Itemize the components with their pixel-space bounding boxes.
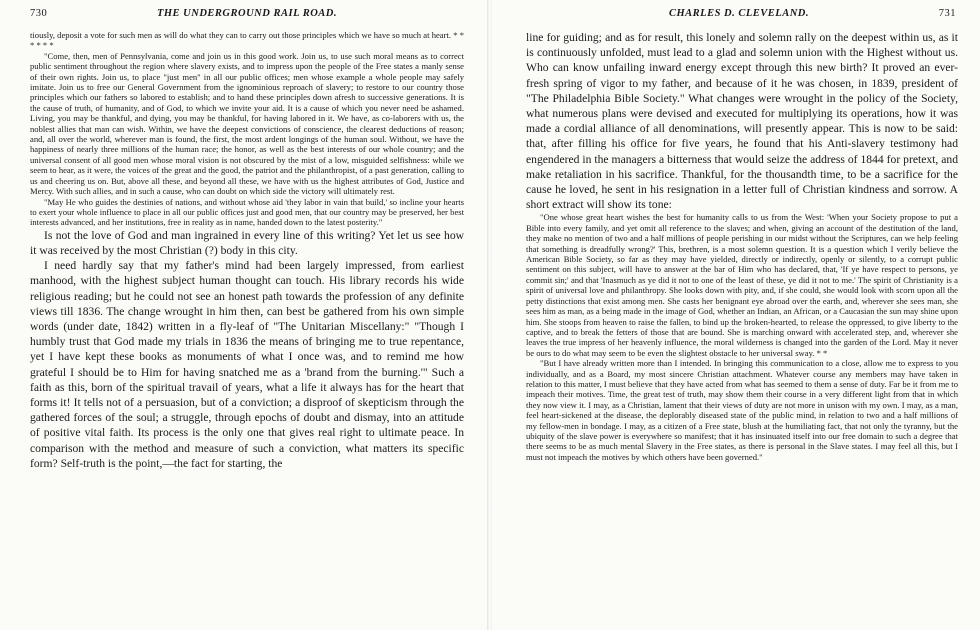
quoted-paragraph: "Come, then, men of Pennsylvania, come and join us in this good work. Join us, to use such moral means as to correct public sentiment throughout the region where slavery exists, and to impress upon the people of the Free states a manly sense of their own rights. Join us, to place "just men" in all our public offices; men whose example a whole people may safely imitate. Join us to free our General Government from the ignominious reproach of slavery; to restore to our country those principles which our fathers so labored to establish; and to hand these principles down afresh to successive generations. It is the cause of truth, of humanity, and of God, to which we invite your aid. It is a cause of which you never need be ashamed. Living, you may be thankful, and dying, you may be thankful, for having labored in it. We have, as co-laborers with us, the noblest allies that man can wish. Within, we have the deepest convictions of conscience, the clearest deductions of reason; and, all over the world, wherever man is found, the first, the most ardent longings of the human soul. Without, we have the happiness of nearly three millions of the human race; the honor, as well as the best interests of our whole country; and the universal consent of all good men whose moral vision is not obscured by the mist of a low, misguided selfishness: while we seem to hear, as it were, the voices of the great and the good, the patriot and the philanthropist, of a past generation, calling to us and cheering us on. But, above all these, and beyond all these, we have with us the highest attributes of God, Justice and Mercy. With such allies, and in such a cause, who can doubt on which side the victory will ultimately rest.: [30, 50, 464, 197]
page-number: 731: [938, 8, 956, 19]
paragraph: Is not the love of God and man ingrained in every line of this writing? Yet let us see how it was received by the most Christian (?) body in this city.: [30, 228, 464, 257]
quoted-paragraph: "One whose great heart wishes the best for humanity calls to us from the West: 'When your Society propose to put a Bible into every family, and yet omit all reference to the slaves; and when, giving an account of the destitution of the land, they make no mention of two and a half millions of people perishing in our midst without the Scriptures, can we help feeling that something is dreadfully wrong?' This, brethren, is a most solemn question. It is a question which I verily believe the American Bible Society, so far as they may have yielded, directly or indirectly, openly or silently, to a corrupt public sentiment on this subject, will have to answer at the bar of Him who has declared, that, 'If ye have respect to persons, ye commit sin;' and that 'Inasmuch as ye did it not to one of the least of these, ye did it not to me.' The spirit of Christianity is a spirit of universal love and philanthropy. She looks down with pity, and, if she could, she would look with scorn upon all the petty distinctions that exist among men. She casts her benignant eye abroad over the earth, and, wherever she sees man, she sees him as man, as a being made in the image of God, whether an Indian, an African, or a Caucasian the sun may shine upon him. She stoops from heaven to raise the fallen, to bind up the broken-hearted, to release the oppressed, to give liberty to the captive, and to break the fetters of those that are bound. She is marching onward with accelerated step, and, wherever she leaves the true impress of her heavenly influence, the moral wilderness is changed into the garden of the Lord. May it never be ours to do what may seem to be even the slightest obstacle to her universal sway. * *: [526, 212, 958, 358]
right-page: [492, 0, 980, 630]
paragraph: tiously, deposit a vote for such men as will do what they can to carry out those principles which we have so much at heart. * * * * * *: [30, 30, 464, 51]
page-body: [526, 30, 958, 462]
running-head-title: CHARLES D. CLEVELAND.: [668, 8, 810, 19]
running-head-title: THE UNDERGROUND RAIL ROAD.: [156, 8, 338, 19]
paragraph: I need hardly say that my father's mind had been largely impressed, from earliest manhood, with the highest subject human thought can touch. His library records his wide religious reading; but he could not see an honest path towards the profession of any definite views till 1836. The change wrought in him then, can best be gathered from his own simple words (under date, 1842) written in a fly-leaf of "The Unitarian Miscellany:" "Though I humbly trust that God made my trials in 1836 the means of bringing me to true repentance, yet I have kept these books as monuments of what I once was, and to remind me how grateful I should be to Him for having snatched me as a 'brand from the burning.'" Such a faith as this, born of the spiritual travail of years, what a life it always has for the heart that forms it! It tells not of a persuasion, but of a conviction; a disproof of skepticism through the gathered forces of the soul; a struggle, through epochs of doubt and dismay, into an attitude of positive vital faith. Its process is the only one that gives real right to ultimate peace. In comparison with the method and measure of such a conviction, what matters its specific form? Self-truth is the point,—the fact for starting, the: [30, 259, 464, 470]
quoted-paragraph: "But I have already written more than I intended. In bringing this communication to a close, allow me to express to you individually, and as a Board, my most sincere Christian attachment. Whatever course any members may have taken in relation to this matter, I must believe that they have acted from what has seemed to them a sense of duty. Far be it from me to impeach their motives. Time, the great test of truth, may show them their course in a very different light from that in which they now view it. I may, as a Christian, lament that their views of duty are not more in unison with my own. I may, as a man, feel heart-sickened at the disease, the deplorably diseased state of the public mind, in relation to two and a half millions of my fellow-men in bondage. I may, as a citizen of a Free state, blush at the humiliating fact, that not only the tyranny, but the ubiquity of the slave power is everywhere so manifest; that it has insinuated itself into our free domain to such a degree that there seems to be as much mental Slavery in the Free states, as there is personal in the Slave states. I may feel all this, but I must not impeach the motives by which others have been governed.": [526, 358, 958, 462]
quoted-paragraph: "May He who guides the destinies of nations, and without whose aid 'they labor in vain that build,' so incline your hearts to exert your whole influence to place in all our public offices just and good men, that our country may be preserved, her best interests advanced, and her institutions, free in reality as in name, handed down to the latest posterity.": [30, 196, 464, 228]
page-body: [30, 30, 464, 471]
paragraph: line for guiding; and as for result, this lonely and solemn rally on the deepest within us, as it is continuously unfolded, must lead to a glad and solemn union with the Highest without us. Who can know unfailing inward energy except through this new birth? It proved an ever-fresh spring of vigor to my father, and because of it he was chosen, in 1839, president of "The Philadelphia Bible Society." What changes were wrought in the policy of the Society, what numerous plans were devised and executed for multiplying its operations, how it was made a cordial alliance of all denominations, will presently appear. This is now to be said: that, after filling his office for five years, he found that his Anti-slavery testimony had engendered in the managers a bitterness that would seize the address of 1844 for pretext, and make retaliation in his sacrifice. Thankful, for the thousandth time, to be a sacrifice for the cause he loved, he sent in his resignation in a letter full of Christian kindness and sorrow. A short extract will show its tone:: [526, 31, 958, 212]
left-page: [0, 0, 488, 630]
running-header: [30, 8, 464, 22]
page-number: 730: [30, 8, 48, 19]
running-header: [522, 8, 956, 22]
